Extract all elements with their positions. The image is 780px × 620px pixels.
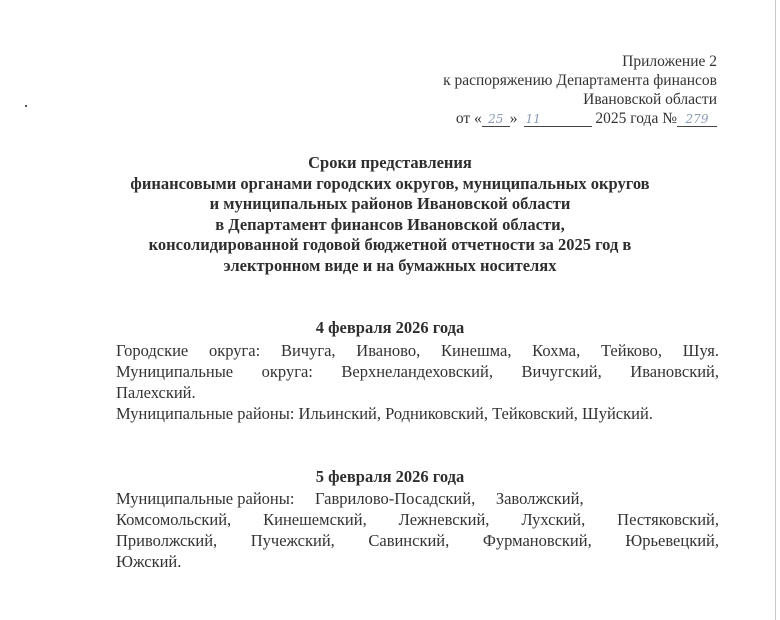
section-line: Муниципальные районы: Ильинский, Родниковский, Тейковский, Шуйский. <box>116 404 653 423</box>
section-1-body <box>116 340 719 424</box>
title-line: и муниципальных районов Ивановской области <box>209 194 571 213</box>
date-mid: » <box>509 110 518 127</box>
section-line: Муниципальные районы: Гаврилово-Посадский, Заволжский, <box>116 489 584 508</box>
title-line: консолидированной годовой бюджетной отчетности за 2025 год в <box>148 235 632 254</box>
date-prefix: от « <box>455 110 482 127</box>
section-line: Городские округа: Вичуга, Иваново, Кинешма, Кохма, Тейково, Шуя. <box>116 341 719 360</box>
title-line: в Департамент финансов Ивановской области, <box>215 214 565 234</box>
section-line: Приволжский, Пучежский, Савинский, Фурмановский, Юрьевецкий, <box>116 531 719 550</box>
handwritten-number: 279 <box>677 112 717 127</box>
document-title <box>0 153 780 276</box>
title-line: финансовыми органами городских округов, муниципальных округов <box>130 173 650 193</box>
section-line: Южский. <box>116 552 182 571</box>
section-line: Комсомольский, Кинешемский, Лежневский, Лухский, Пестяковский, <box>116 510 719 529</box>
title-line: электронном виде и на бумажных носителях <box>223 255 557 275</box>
approval-block <box>443 52 717 128</box>
section-line: Муниципальные округа: Верхнеландеховский, Вичугский, Ивановский, <box>116 362 719 381</box>
scan-speck <box>25 105 27 107</box>
appendix-label: Приложение 2 <box>622 53 717 70</box>
section-1-date: 4 февраля 2026 года <box>315 318 465 337</box>
handwritten-day: 25 <box>482 112 510 127</box>
section-line: Палехский. <box>116 383 196 402</box>
region-name: Ивановской области <box>583 91 717 108</box>
section-2-date: 5 февраля 2026 года <box>315 467 465 486</box>
section-2-body <box>116 488 719 572</box>
order-date-line <box>443 109 717 128</box>
title-line: Сроки представления <box>308 153 472 172</box>
handwritten-month: 11 <box>524 112 592 127</box>
order-reference: к распоряжению Департамента финансов <box>443 72 717 89</box>
year-text: 2025 года № <box>595 110 677 127</box>
page-edge-line <box>775 0 776 620</box>
